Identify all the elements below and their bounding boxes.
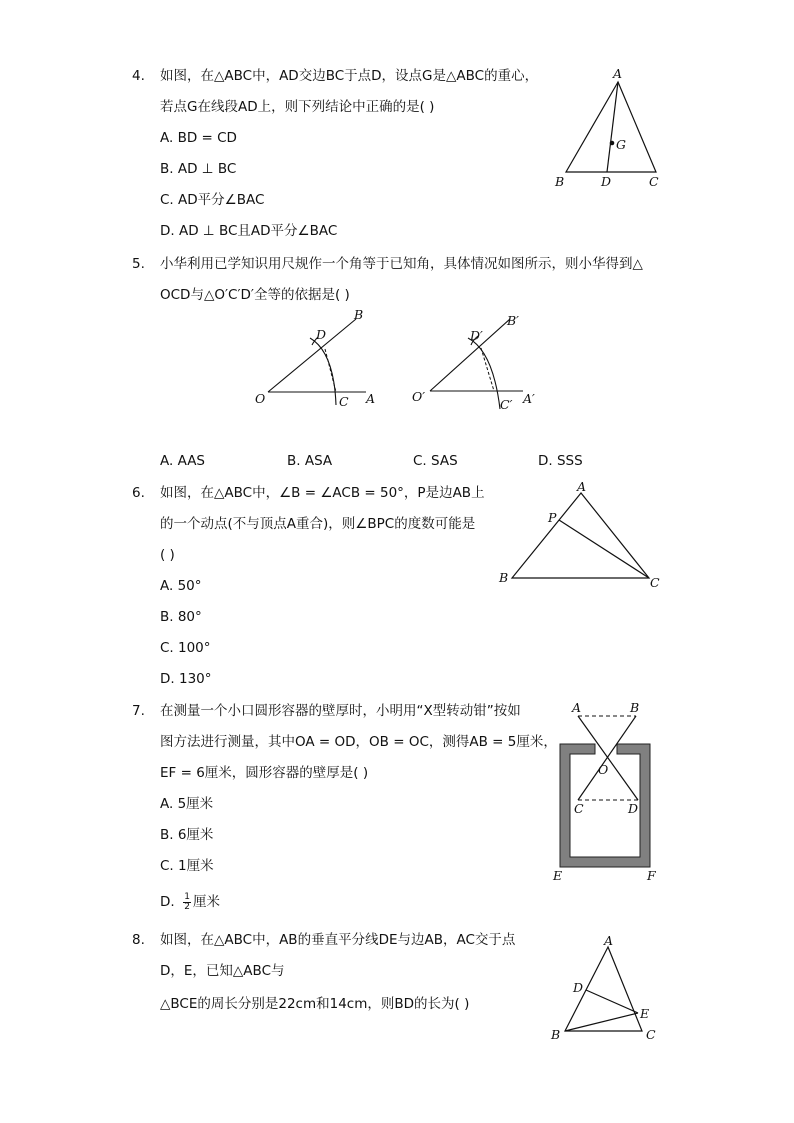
q5-stem-line2: OCD与△O′C′D′全等的依据是( ) <box>160 287 350 303</box>
q8-figure-triangle <box>544 930 664 1045</box>
q6-label-B: B <box>499 570 509 585</box>
q8-label-C: C <box>646 1027 656 1042</box>
q5-label-C-prime: C′ <box>500 397 513 412</box>
q7-figure-container <box>548 697 668 887</box>
q8-stem-line2: D，E，已知△ABC与 <box>160 963 285 979</box>
q7-label-D: D <box>628 801 639 816</box>
q7-label-O: O <box>598 762 609 777</box>
q7-stem-line3: EF = 6厘米，圆形容器的壁厚是( ) <box>160 765 369 781</box>
q7-fraction-denominator: 2 <box>184 901 191 912</box>
q5-label-A: A <box>366 391 376 406</box>
q4-option-d[interactable]: D. AD ⊥ BC且AD平分∠BAC <box>160 223 338 239</box>
q8-label-B: B <box>551 1027 561 1042</box>
q5-label-B-prime: B′ <box>507 313 520 328</box>
q4-label-D: D <box>601 174 612 189</box>
q6-label-C: C <box>650 575 660 590</box>
q4-figure-triangle <box>548 62 668 190</box>
q8-number: 8. <box>132 932 145 948</box>
q8-label-A: A <box>604 933 614 948</box>
q5-option-b[interactable]: B. ASA <box>287 453 333 469</box>
q4-label-C: C <box>649 174 659 189</box>
q7-option-d-letter: D. <box>160 894 175 910</box>
q4-stem-line2: 若点G在线段AD上，则下列结论中正确的是( ) <box>160 99 435 115</box>
q6-option-a[interactable]: A. 50° <box>160 578 202 594</box>
q4-option-b[interactable]: B. AD ⊥ BC <box>160 161 237 177</box>
q5-option-c[interactable]: C. SAS <box>413 453 458 469</box>
q5-number: 5. <box>132 256 145 272</box>
q7-label-F: F <box>647 868 656 883</box>
q5-label-B: B <box>354 307 364 322</box>
q7-label-A: A <box>572 700 582 715</box>
q5-label-C: C <box>339 394 349 409</box>
q8-stem-line3: △BCE的周长分别是22cm和14cm，则BD的长为( ) <box>160 996 470 1012</box>
q4-option-a[interactable]: A. BD = CD <box>160 130 237 146</box>
q4-label-B: B <box>555 174 565 189</box>
q5-label-A-prime: A′ <box>523 391 535 406</box>
q7-stem-line1: 在测量一个小口圆形容器的壁厚时，小明用“X型转动钳”按如 <box>160 703 521 719</box>
q5-option-a[interactable]: A. AAS <box>160 453 205 469</box>
q7-stem-line2: 图方法进行测量，其中OA = OD，OB = OC，测得AB = 5厘米， <box>160 734 557 750</box>
q7-fraction-numerator: 1 <box>184 891 191 902</box>
q6-figure-triangle <box>494 478 669 594</box>
q7-label-C: C <box>574 801 584 816</box>
q6-option-d[interactable]: D. 130° <box>160 671 212 687</box>
q6-stem-line2: 的一个动点(不与顶点A重合)，则∠BPC的度数可能是 <box>160 516 476 532</box>
q5-stem-line1: 小华利用已学知识用尺规作一个角等于已知角，具体情况如图所示，则小华得到△ <box>160 256 643 272</box>
q5-label-D-prime: D′ <box>470 328 483 343</box>
q5-label-O-prime: O′ <box>412 389 426 404</box>
q6-option-b[interactable]: B. 80° <box>160 609 202 625</box>
q7-option-b[interactable]: B. 6厘米 <box>160 827 214 843</box>
q6-number: 6. <box>132 485 145 501</box>
q6-option-c[interactable]: C. 100° <box>160 640 211 656</box>
q8-stem-line1: 如图，在△ABC中，AB的垂直平分线DE与边AB，AC交于点 <box>160 932 516 948</box>
q6-stem-line3: ( ) <box>160 547 175 563</box>
q8-label-D: D <box>573 980 584 995</box>
q5-figure-angles <box>248 305 548 415</box>
q5-label-D: D <box>316 327 327 342</box>
q5-label-O: O <box>255 391 266 406</box>
q7-label-B: B <box>630 700 640 715</box>
q7-option-a[interactable]: A. 5厘米 <box>160 796 214 812</box>
q7-option-c[interactable]: C. 1厘米 <box>160 858 214 874</box>
q6-label-A: A <box>577 479 587 494</box>
q7-number: 7. <box>132 703 145 719</box>
q7-option-d[interactable] <box>160 890 220 914</box>
q5-option-d[interactable]: D. SSS <box>538 453 583 469</box>
q4-label-G: G <box>616 137 626 152</box>
q4-label-A: A <box>613 66 623 81</box>
q6-stem-line1: 如图，在△ABC中，∠B = ∠ACB = 50°，P是边AB上 <box>160 485 485 501</box>
q4-option-c[interactable]: C. AD平分∠BAC <box>160 192 265 208</box>
q6-label-P: P <box>548 510 557 525</box>
q8-label-E: E <box>640 1006 650 1021</box>
q7-label-E: E <box>553 868 563 883</box>
q4-stem-line1: 如图，在△ABC中，AD交边BC于点D，设点G是△ABC的重心， <box>160 68 539 84</box>
q7-option-d-unit: 厘米 <box>193 894 221 910</box>
q7-option-d-fraction <box>183 893 191 912</box>
q4-number: 4. <box>132 68 145 84</box>
